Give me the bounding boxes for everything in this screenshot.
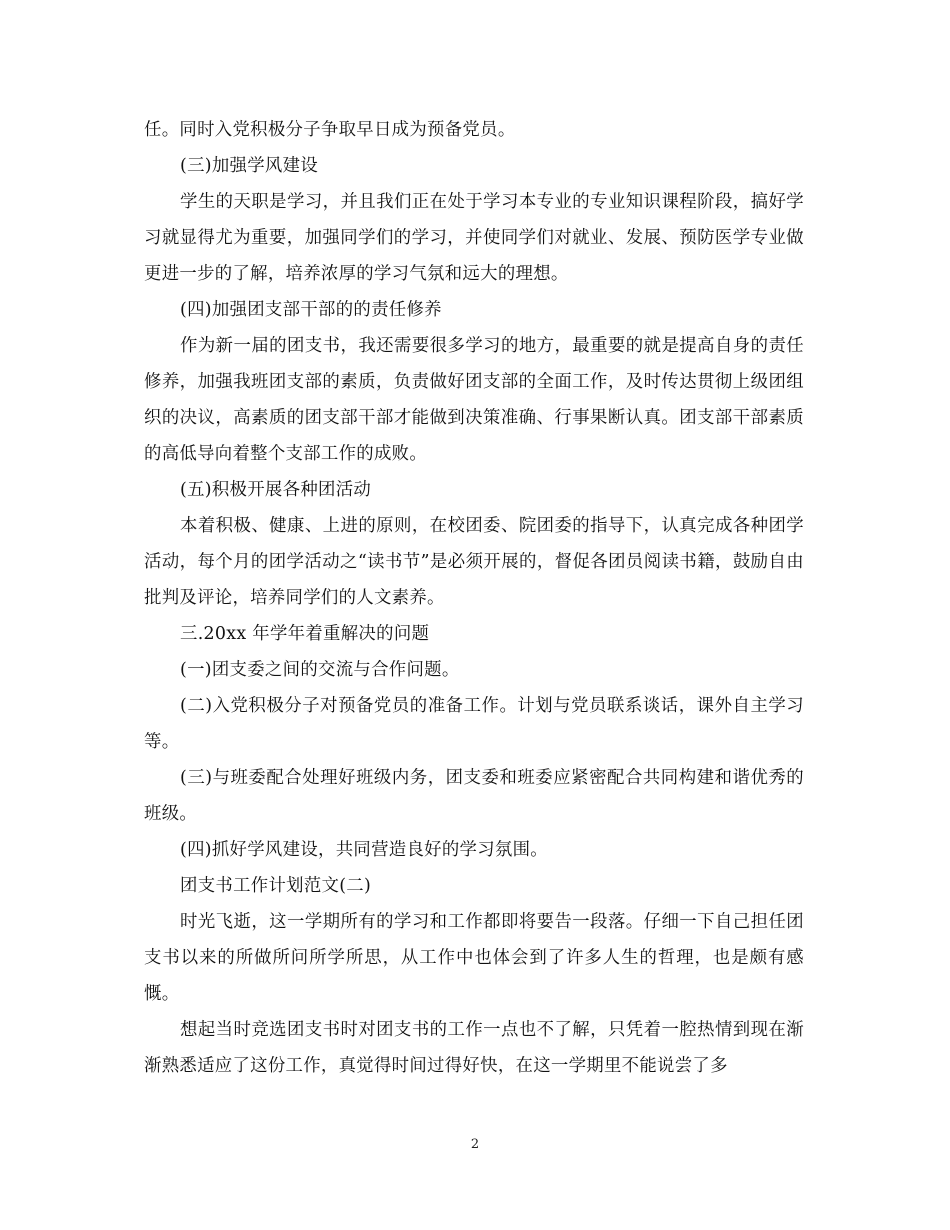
paragraph: 时光飞逝，这一学期所有的学习和工作都即将要告一段落。仔细一下自己担任团支书以来的所做所问所学所思，从工作中也体会到了许多人生的哲理，也是颇有感慨。 [144, 912, 804, 1004]
paragraph: 作为新一届的团支书，我还需要很多学习的地方，最重要的就是提高自身的责任修养，加强我班团支部的素质，负责做好团支部的全面工作，及时传达贯彻上级团组织的决议，高素质的团支部干部才能做到决策准确、行事果断认真。团支部干部素质的高低导向着整个支部工作的成败。 [144, 336, 804, 464]
section-heading: (三)加强学风建设 [180, 156, 319, 176]
paragraph: 本着积极、健康、上进的原则，在校团委、院团委的指导下，认真完成各种团学活动，每个月的团学活动之“读书节”是必须开展的，督促各团员阅读书籍，鼓励自由批判及评论，培养同学们的人文素养。 [144, 516, 804, 608]
document-body [144, 112, 804, 1084]
list-item: (四)抓好学风建设，共同营造良好的学习氛围。 [180, 840, 548, 860]
section-heading: (五)积极开展各种团活动 [180, 480, 372, 500]
paragraph: 任。同时入党积极分子争取早日成为预备党员。 [144, 120, 516, 140]
section-heading: 团支书工作计划范文(二) [180, 876, 372, 896]
section-heading: 三.20xx 年学年着重解决的问题 [180, 624, 430, 644]
list-item: (三)与班委配合处理好班级内务，团支委和班委应紧密配合共同构建和谐优秀的班级。 [144, 768, 804, 824]
list-item: (一)团支委之间的交流与合作问题。 [180, 660, 460, 680]
paragraph: 学生的天职是学习，并且我们正在处于学习本专业的专业知识课程阶段，搞好学习就显得尤为重要，加强同学们的学习，并使同学们对就业、发展、预防医学专业做更进一步的了解，培养浓厚的学习气氛和远大的理想。 [144, 192, 804, 284]
list-item: (二)入党积极分子对预备党员的准备工作。计划与党员联系谈话，课外自主学习等。 [144, 696, 804, 752]
paragraph: 想起当时竞选团支书时对团支书的工作一点也不了解，只凭着一腔热情到现在渐渐熟悉适应了这份工作，真觉得时间过得好快，在这一学期里不能说尝了多 [144, 1020, 804, 1076]
page-number: 2 [470, 1137, 480, 1152]
section-heading: (四)加强团支部干部的的责任修养 [180, 300, 442, 320]
